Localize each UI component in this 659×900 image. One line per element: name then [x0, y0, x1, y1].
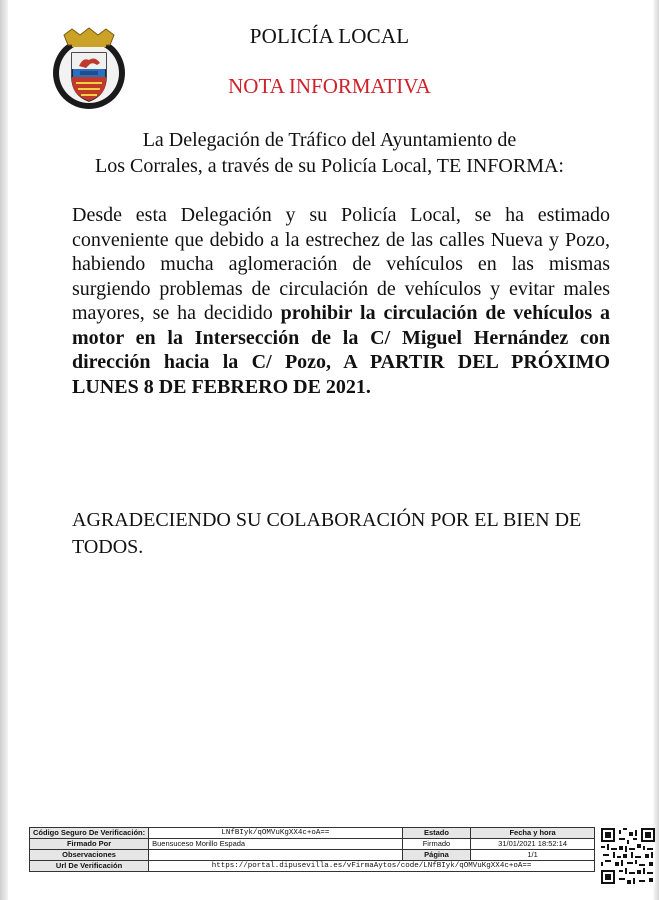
state-value: Firmado	[402, 839, 470, 850]
notice-text: Desde esta Delegación y su Policía Local, se ha estimado conveniente que debido a la estrechez de las calles Nueva y Pozo, habiendo mucha aglomeración de vehículos en las mismas surgiendo problemas de circulación de vehículos y evitar males mayores, se ha decidido	[72, 204, 610, 324]
page-value: 1/1	[471, 850, 595, 861]
qr-code-icon	[601, 828, 655, 884]
url-label: Url De Verificación	[30, 861, 149, 872]
notice-bold-text: prohibir la circulación de vehículos a motor en la Intersección de la C/ Miguel Hernández con dirección hacia la C/ Pozo, A PARTIR DEL PRÓXIMO LUNES 8 DE FEBRERO DE 2021.	[72, 302, 611, 398]
date-label: Fecha y hora	[471, 828, 595, 839]
intro-line-1: La Delegación de Tráfico del Ayuntamiento de	[142, 129, 517, 151]
intro-text	[0, 127, 659, 179]
table-row	[30, 861, 595, 872]
observations-value	[149, 850, 403, 861]
url-value[interactable]: https://portal.dipusevilla.es/vFirmaAytos/code/LNfBIyk/qOMVuKgXX4c+oA==	[149, 861, 595, 872]
table-row	[30, 850, 595, 861]
signed-by-label: Firmado Por	[30, 839, 149, 850]
intro-line-2: Los Corrales, a través de su Policía Local, TE INFORMA:	[95, 155, 564, 177]
page-title: POLICÍA LOCAL	[249, 24, 410, 48]
code-value: LNfBIyk/qOMVuKgXX4c+oA==	[149, 828, 403, 839]
verification-table	[29, 827, 595, 872]
closing-text: AGRADECIENDO SU COLABORACIÓN POR EL BIEN DE TODOS.	[72, 509, 582, 558]
observations-label: Observaciones	[30, 850, 149, 861]
code-label: Código Seguro De Verificación:	[30, 828, 149, 839]
page-label: Página	[402, 850, 470, 861]
table-row	[30, 828, 595, 839]
date-value: 31/01/2021 18:52:14	[471, 839, 595, 850]
state-label: Estado	[402, 828, 470, 839]
page-subtitle: NOTA INFORMATIVA	[228, 74, 431, 98]
signed-by-value: Buensuceso Morillo Espada	[149, 839, 403, 850]
table-row	[30, 839, 595, 850]
notice-paragraph	[72, 203, 610, 399]
